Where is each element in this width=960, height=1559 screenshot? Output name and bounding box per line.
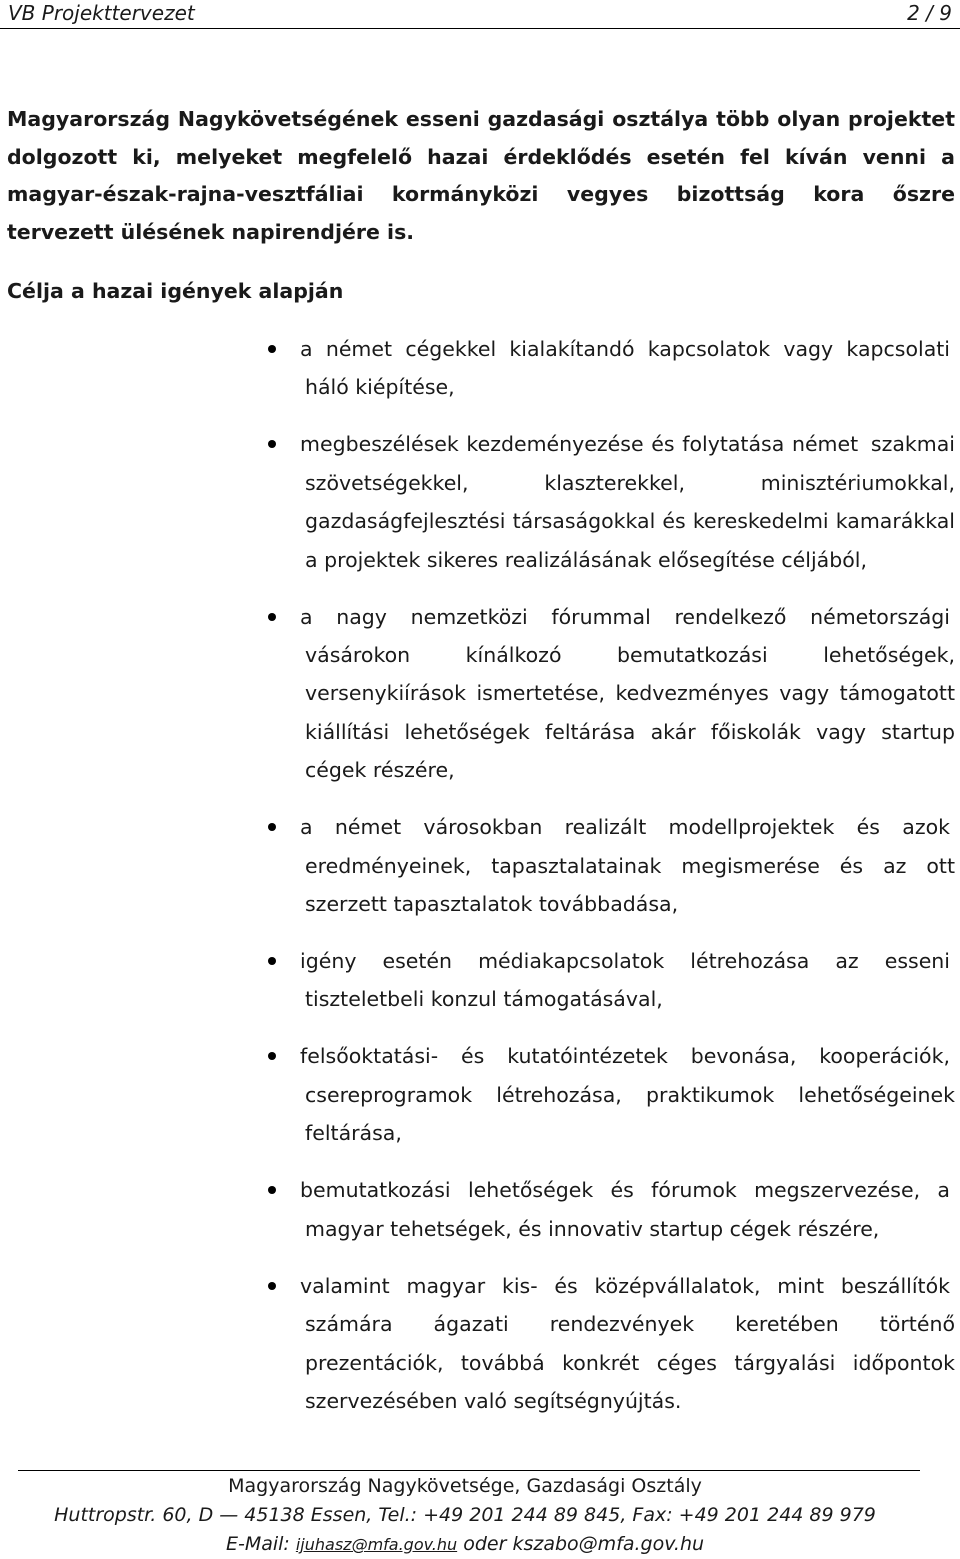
list-item-text-start: a német városokban realizált modellprojektek és azok xyxy=(300,815,950,840)
header-divider xyxy=(0,28,960,29)
page-header xyxy=(0,0,960,30)
footer-address: Huttropstr. 60, D — 45138 Essen, Tel.: +49 201 244 89 845, Fax: +49 201 244 89 979 xyxy=(54,1504,876,1526)
email-link-szabo[interactable]: kszabo@mfa.gov.hu xyxy=(512,1533,705,1555)
list-item-text: vásárokon kínálkozó bemutatkozási lehetőségek, versenykiírások ismertetése, kedvezményes vagy támogatott kiállítási lehetőségek feltárása akár főiskolák vagy startup cégek részére, xyxy=(305,643,955,783)
list-item-text: háló kiépítése, xyxy=(305,375,455,400)
list-item-text: számára ágazati rendezvények keretében történő prezentációk, továbbá konkrét céges tárgyalási időpontok szervezésében való segítségnyújtás. xyxy=(305,1312,955,1413)
page-number: 2 / 9 xyxy=(907,1,952,25)
bullet-icon xyxy=(268,823,276,831)
bullet-icon xyxy=(268,440,276,448)
bullet-icon xyxy=(268,1052,276,1060)
list-item-text: csereprogramok létrehozása, praktikumok lehetőségeinek feltárása, xyxy=(305,1082,955,1146)
list-item-text-start: valamint magyar kis- és középvállalatok, mint beszállítók xyxy=(300,1273,950,1298)
bullet-icon xyxy=(268,1282,276,1290)
list-item xyxy=(0,1171,960,1248)
footer-email-line xyxy=(0,1530,930,1559)
footer-divider xyxy=(18,1470,920,1471)
goal-heading: Célja a hazai igények alapján xyxy=(7,279,344,303)
list-item-text-start: felsőoktatási- és kutatóintézetek bevonása, kooperációk, xyxy=(300,1044,950,1069)
list-item-text: tiszteletbeli konzul támogatásával, xyxy=(305,987,663,1012)
list-item-text: szakmai szövetségekkel, klaszterekkel, minisztériumokkal, gazdaságfejlesztési társaságokkal és kereskedelmi kamarákkal a projektek sikeres realizálásának elősegítése céljából, xyxy=(305,432,955,572)
list-item-text: eredményeinek, tapasztalatainak megismerése és az ott szerzett tapasztalatok továbbadása, xyxy=(305,853,955,917)
list-item xyxy=(0,330,960,407)
list-item xyxy=(0,425,960,579)
footer-organization: Magyarország Nagykövetsége, Gazdasági Osztály xyxy=(228,1475,702,1497)
list-item-text-start: bemutatkozási lehetőségek és fórumok megszervezése, a xyxy=(300,1178,950,1203)
footer-email-label: E-Mail: xyxy=(225,1533,290,1555)
list-item xyxy=(0,942,960,1019)
list-item-text: magyar tehetségek, és innovativ startup cégek részére, xyxy=(305,1216,880,1241)
list-item xyxy=(0,1037,960,1152)
list-item-text-start: megbeszélések kezdeményezése és folytatása német xyxy=(300,432,859,457)
intro-paragraph: Magyarország Nagykövetségének esseni gazdasági osztálya több olyan projektet dolgozott ki, melyeket megfelelő hazai érdeklődés esetén fel kíván venni a magyar-észak-rajna-vesztfáliai kormányközi vegyes bizottság kora őszre tervezett ülésének napirendjére is. xyxy=(7,107,955,244)
list-item-text-start: igény esetén médiakapcsolatok létrehozása az esseni xyxy=(300,949,950,974)
list-item-text-start: a nagy nemzetközi fórummal rendelkező németországi xyxy=(300,604,950,629)
footer-email-joiner: oder xyxy=(463,1533,507,1555)
list-item xyxy=(0,808,960,923)
page-footer xyxy=(0,1472,930,1559)
document-title: VB Projekttervezet xyxy=(8,1,195,25)
bullet-icon xyxy=(268,1186,276,1194)
list-item-text-start: a német cégekkel kialakítandó kapcsolatok vagy kapcsolati xyxy=(300,337,950,361)
list-item xyxy=(0,1267,960,1421)
bullet-icon xyxy=(268,957,276,965)
bullet-icon xyxy=(268,613,276,621)
goal-list xyxy=(0,330,960,1439)
email-link-juhasz[interactable]: ijuhasz@mfa.gov.hu xyxy=(295,1535,458,1554)
bullet-icon xyxy=(268,345,276,353)
list-item xyxy=(0,598,960,790)
